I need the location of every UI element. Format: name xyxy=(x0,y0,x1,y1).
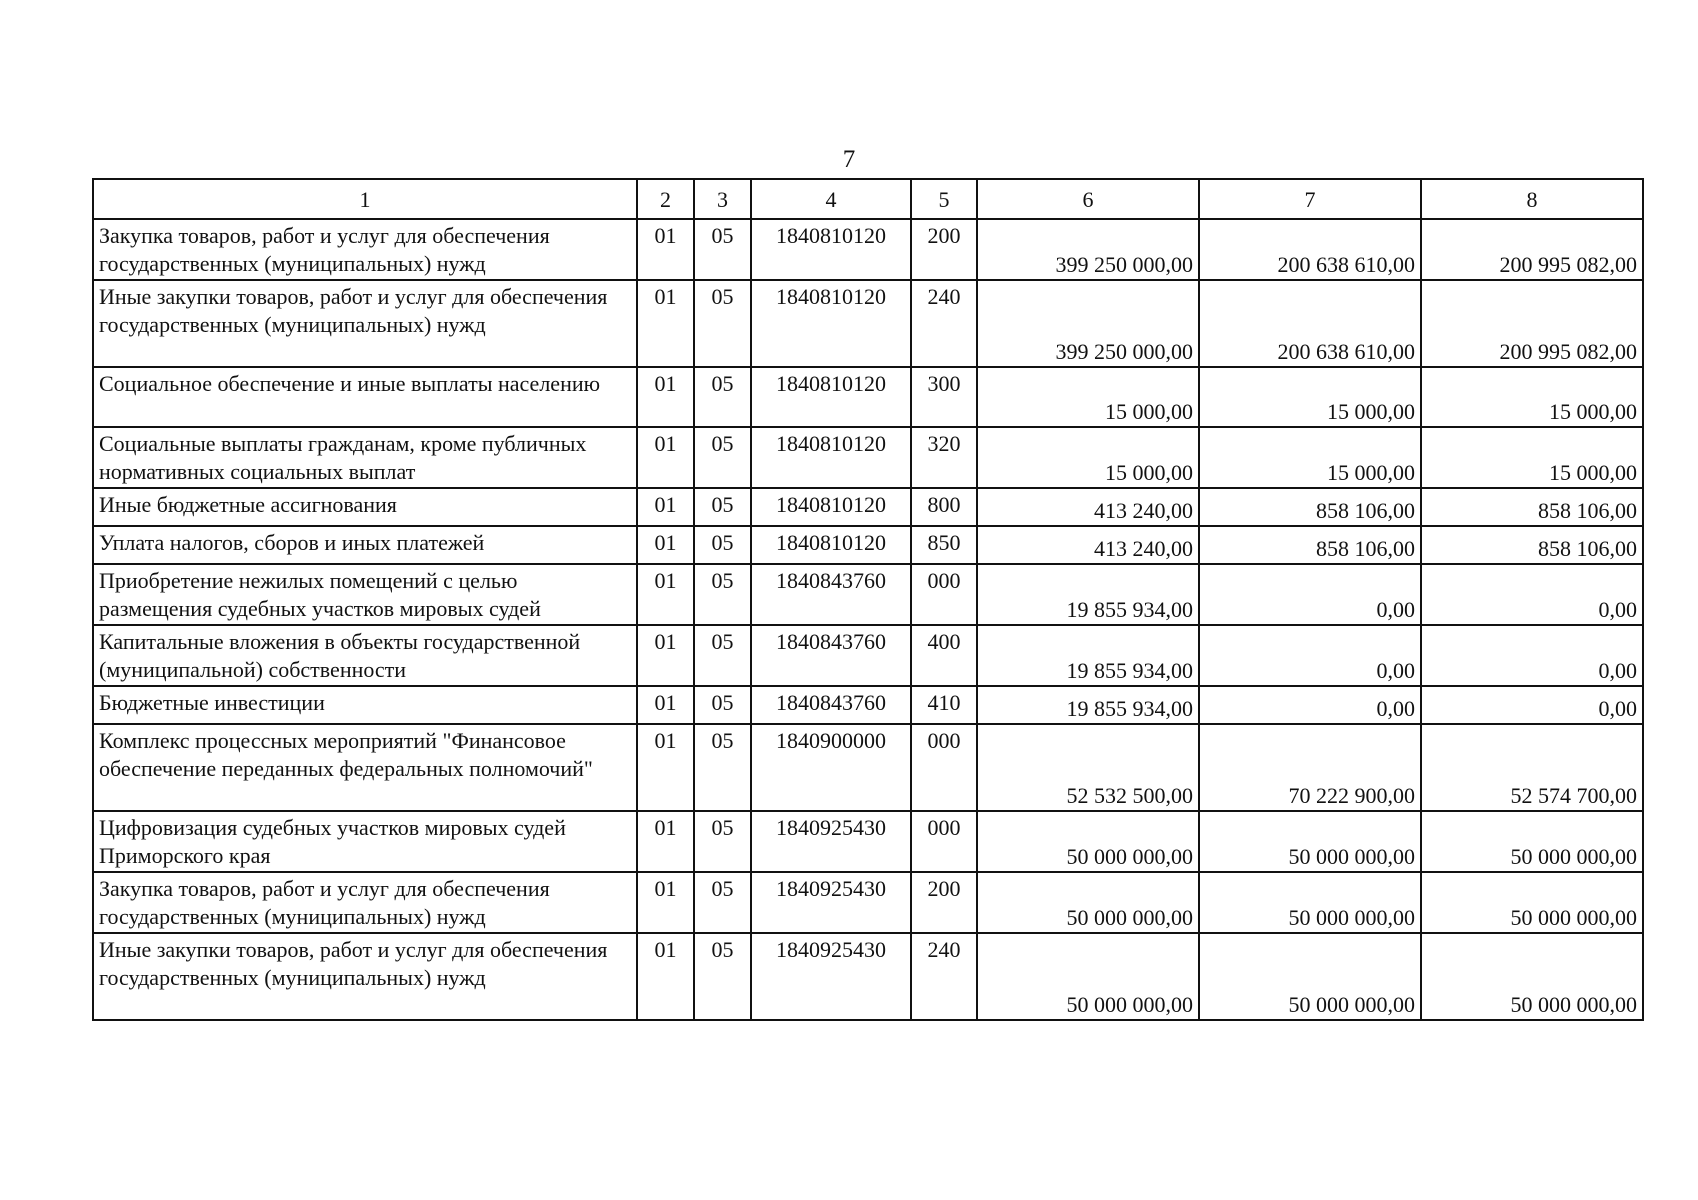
amount-col-7: 50 000 000,00 xyxy=(1199,933,1421,1020)
subsection-code: 05 xyxy=(694,811,751,872)
expense-type-code: 240 xyxy=(911,933,977,1020)
amount-col-7: 50 000 000,00 xyxy=(1199,811,1421,872)
expense-type-code: 000 xyxy=(911,564,977,625)
row-name: Социальное обеспечение и иные выплаты населению xyxy=(93,367,637,427)
table-row xyxy=(93,219,1643,280)
amount-col-8: 0,00 xyxy=(1421,564,1643,625)
section-code: 01 xyxy=(637,526,694,564)
amount-col-8: 15 000,00 xyxy=(1421,367,1643,427)
subsection-code: 05 xyxy=(694,724,751,811)
target-article-code: 1840900000 xyxy=(751,724,911,811)
amount-col-7: 15 000,00 xyxy=(1199,367,1421,427)
expense-type-code: 800 xyxy=(911,488,977,526)
row-name: Иные закупки товаров, работ и услуг для обеспечения государственных (муниципальных) нужд xyxy=(93,280,637,367)
amount-col-8: 200 995 082,00 xyxy=(1421,219,1643,280)
row-name: Приобретение нежилых помещений с целью размещения судебных участков мировых судей xyxy=(93,564,637,625)
expense-type-code: 410 xyxy=(911,686,977,724)
section-code: 01 xyxy=(637,724,694,811)
amount-col-8: 15 000,00 xyxy=(1421,427,1643,488)
column-header-8: 8 xyxy=(1421,179,1643,219)
row-name: Цифровизация судебных участков мировых судей Приморского края xyxy=(93,811,637,872)
expense-type-code: 200 xyxy=(911,872,977,933)
column-header-7: 7 xyxy=(1199,179,1421,219)
expense-type-code: 850 xyxy=(911,526,977,564)
amount-col-6: 19 855 934,00 xyxy=(977,625,1199,686)
table-row xyxy=(93,427,1643,488)
target-article-code: 1840843760 xyxy=(751,564,911,625)
column-header-4: 4 xyxy=(751,179,911,219)
amount-col-6: 19 855 934,00 xyxy=(977,564,1199,625)
row-name: Закупка товаров, работ и услуг для обеспечения государственных (муниципальных) нужд xyxy=(93,872,637,933)
subsection-code: 05 xyxy=(694,625,751,686)
target-article-code: 1840925430 xyxy=(751,872,911,933)
amount-col-7: 0,00 xyxy=(1199,625,1421,686)
row-name: Закупка товаров, работ и услуг для обеспечения государственных (муниципальных) нужд xyxy=(93,219,637,280)
subsection-code: 05 xyxy=(694,933,751,1020)
table-row xyxy=(93,933,1643,1020)
subsection-code: 05 xyxy=(694,686,751,724)
amount-col-8: 858 106,00 xyxy=(1421,488,1643,526)
expense-type-code: 000 xyxy=(911,811,977,872)
budget-table xyxy=(92,178,1644,1021)
table-row xyxy=(93,811,1643,872)
amount-col-7: 15 000,00 xyxy=(1199,427,1421,488)
amount-col-6: 413 240,00 xyxy=(977,488,1199,526)
subsection-code: 05 xyxy=(694,526,751,564)
amount-col-7: 200 638 610,00 xyxy=(1199,280,1421,367)
amount-col-8: 50 000 000,00 xyxy=(1421,872,1643,933)
amount-col-8: 200 995 082,00 xyxy=(1421,280,1643,367)
table-header-row xyxy=(93,179,1643,219)
table-row xyxy=(93,526,1643,564)
amount-col-7: 200 638 610,00 xyxy=(1199,219,1421,280)
amount-col-7: 858 106,00 xyxy=(1199,488,1421,526)
section-code: 01 xyxy=(637,625,694,686)
expense-type-code: 240 xyxy=(911,280,977,367)
column-header-1: 1 xyxy=(93,179,637,219)
section-code: 01 xyxy=(637,933,694,1020)
expense-type-code: 300 xyxy=(911,367,977,427)
amount-col-7: 50 000 000,00 xyxy=(1199,872,1421,933)
subsection-code: 05 xyxy=(694,564,751,625)
row-name: Бюджетные инвестиции xyxy=(93,686,637,724)
amount-col-7: 70 222 900,00 xyxy=(1199,724,1421,811)
subsection-code: 05 xyxy=(694,219,751,280)
amount-col-7: 858 106,00 xyxy=(1199,526,1421,564)
column-header-2: 2 xyxy=(637,179,694,219)
amount-col-6: 52 532 500,00 xyxy=(977,724,1199,811)
section-code: 01 xyxy=(637,686,694,724)
target-article-code: 1840810120 xyxy=(751,427,911,488)
column-header-6: 6 xyxy=(977,179,1199,219)
table-row xyxy=(93,564,1643,625)
amount-col-6: 50 000 000,00 xyxy=(977,872,1199,933)
amount-col-6: 399 250 000,00 xyxy=(977,280,1199,367)
column-header-3: 3 xyxy=(694,179,751,219)
subsection-code: 05 xyxy=(694,488,751,526)
target-article-code: 1840810120 xyxy=(751,526,911,564)
amount-col-6: 19 855 934,00 xyxy=(977,686,1199,724)
amount-col-8: 0,00 xyxy=(1421,686,1643,724)
table-row xyxy=(93,625,1643,686)
section-code: 01 xyxy=(637,219,694,280)
expense-type-code: 400 xyxy=(911,625,977,686)
amount-col-7: 0,00 xyxy=(1199,564,1421,625)
subsection-code: 05 xyxy=(694,280,751,367)
target-article-code: 1840810120 xyxy=(751,280,911,367)
amount-col-6: 15 000,00 xyxy=(977,367,1199,427)
amount-col-6: 50 000 000,00 xyxy=(977,933,1199,1020)
target-article-code: 1840810120 xyxy=(751,488,911,526)
amount-col-8: 50 000 000,00 xyxy=(1421,933,1643,1020)
amount-col-6: 15 000,00 xyxy=(977,427,1199,488)
target-article-code: 1840843760 xyxy=(751,625,911,686)
amount-col-7: 0,00 xyxy=(1199,686,1421,724)
amount-col-6: 413 240,00 xyxy=(977,526,1199,564)
row-name: Иные бюджетные ассигнования xyxy=(93,488,637,526)
target-article-code: 1840810120 xyxy=(751,219,911,280)
table-row xyxy=(93,367,1643,427)
expense-type-code: 320 xyxy=(911,427,977,488)
target-article-code: 1840925430 xyxy=(751,933,911,1020)
section-code: 01 xyxy=(637,488,694,526)
row-name: Капитальные вложения в объекты государственной (муниципальной) собственности xyxy=(93,625,637,686)
amount-col-6: 50 000 000,00 xyxy=(977,811,1199,872)
column-header-5: 5 xyxy=(911,179,977,219)
table-row xyxy=(93,686,1643,724)
section-code: 01 xyxy=(637,811,694,872)
amount-col-8: 858 106,00 xyxy=(1421,526,1643,564)
table-row xyxy=(93,488,1643,526)
section-code: 01 xyxy=(637,367,694,427)
row-name: Комплекс процессных мероприятий "Финансовое обеспечение переданных федеральных полномочий" xyxy=(93,724,637,811)
subsection-code: 05 xyxy=(694,367,751,427)
amount-col-6: 399 250 000,00 xyxy=(977,219,1199,280)
amount-col-8: 52 574 700,00 xyxy=(1421,724,1643,811)
section-code: 01 xyxy=(637,427,694,488)
target-article-code: 1840925430 xyxy=(751,811,911,872)
target-article-code: 1840810120 xyxy=(751,367,911,427)
section-code: 01 xyxy=(637,564,694,625)
target-article-code: 1840843760 xyxy=(751,686,911,724)
expense-type-code: 000 xyxy=(911,724,977,811)
subsection-code: 05 xyxy=(694,427,751,488)
amount-col-8: 0,00 xyxy=(1421,625,1643,686)
row-name: Иные закупки товаров, работ и услуг для обеспечения государственных (муниципальных) нужд xyxy=(93,933,637,1020)
section-code: 01 xyxy=(637,872,694,933)
table-row xyxy=(93,872,1643,933)
table-row xyxy=(93,280,1643,367)
table-row xyxy=(93,724,1643,811)
row-name: Уплата налогов, сборов и иных платежей xyxy=(93,526,637,564)
expense-type-code: 200 xyxy=(911,219,977,280)
section-code: 01 xyxy=(637,280,694,367)
amount-col-8: 50 000 000,00 xyxy=(1421,811,1643,872)
page-number: 7 xyxy=(842,146,856,173)
subsection-code: 05 xyxy=(694,872,751,933)
row-name: Социальные выплаты гражданам, кроме публичных нормативных социальных выплат xyxy=(93,427,637,488)
